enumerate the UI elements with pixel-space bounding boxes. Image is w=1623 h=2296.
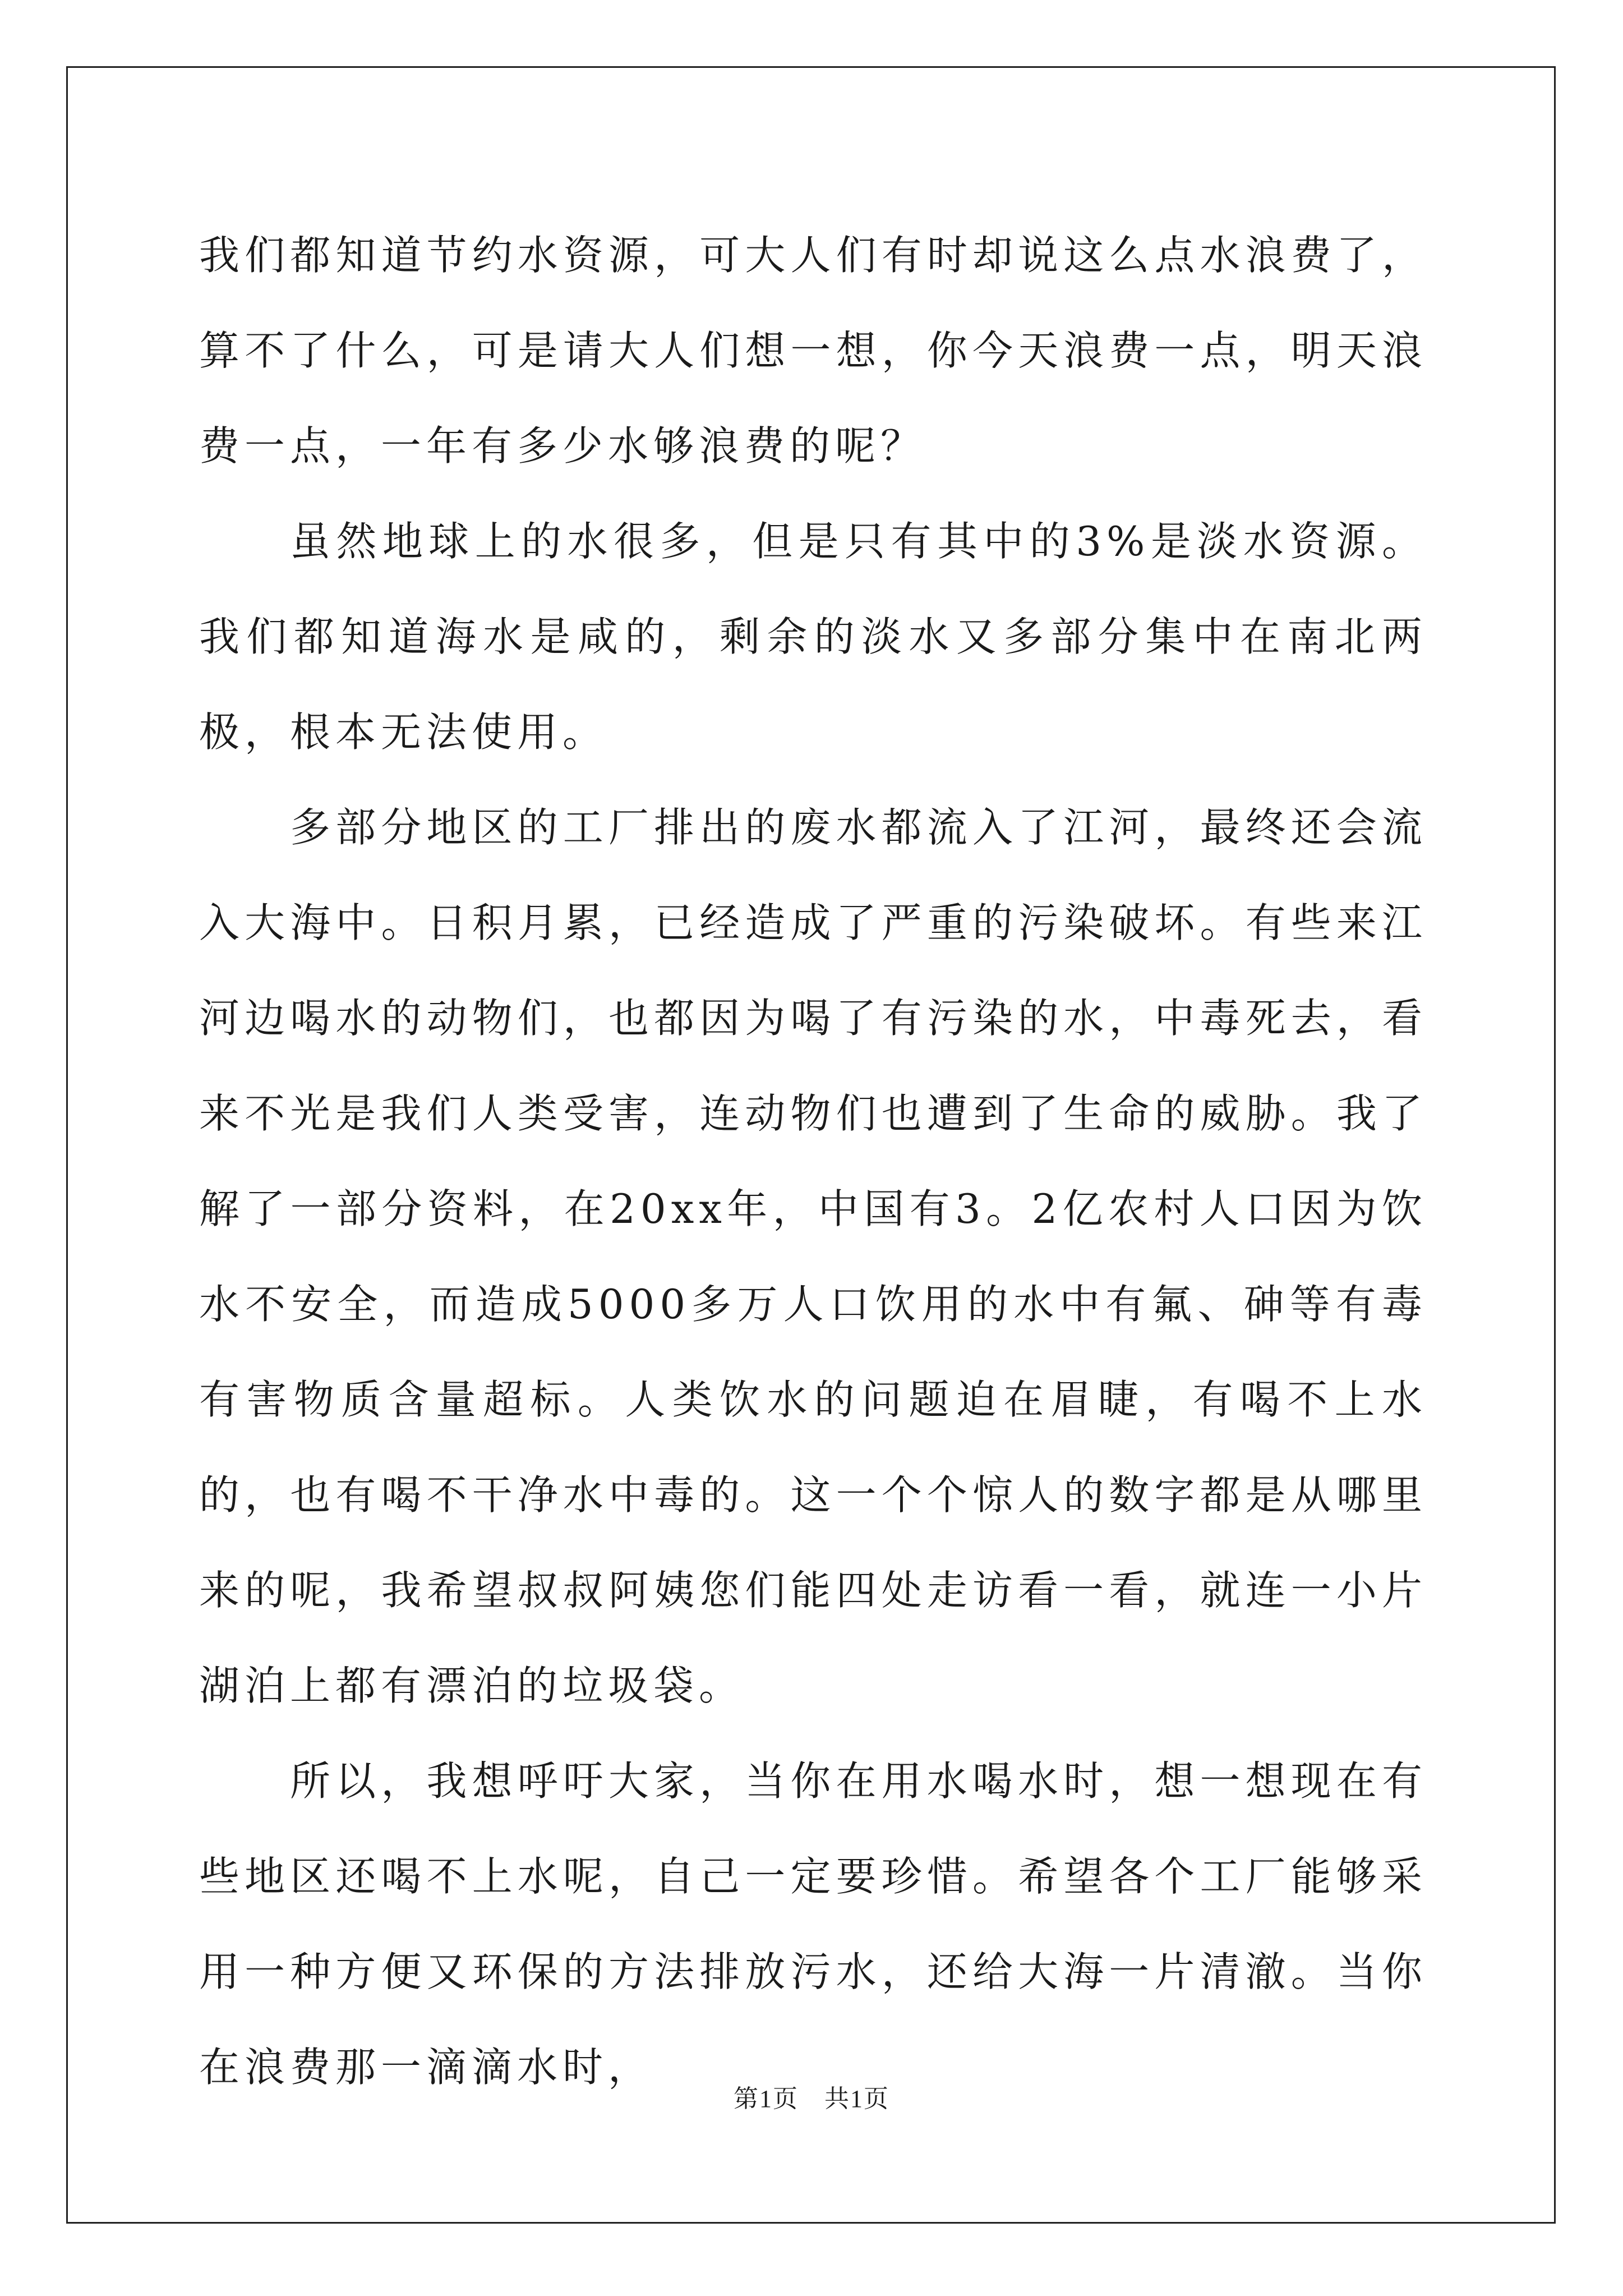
document-body (199, 208, 1427, 2115)
paragraph-4: 所以，我想呼吁大家，当你在用水喝水时，想一想现在有些地区还喝不上水呢，自己一定要珍惜。希望各个工厂能够采用一种方便又环保的方法排放污水，还给大海一片清澈。当你在浪费那一滴滴水时， (199, 1757, 1427, 2091)
paragraph-1: 我们都知道节约水资源，可大人们有时却说这么点水浪费了，算不了什么，可是请大人们想一想，你今天浪费一点，明天浪费一点，一年有多少水够浪费的呢？ (199, 232, 1427, 470)
paragraph-2: 虽然地球上的水很多，但是只有其中的3%是淡水资源。我们都知道海水是咸的，剩余的淡水又多部分集中在南北两极，根本无法使用。 (199, 518, 1427, 756)
page-number-footer: 第1页 共1页 (734, 2085, 889, 2113)
paragraph-3: 多部分地区的工厂排出的废水都流入了江河，最终还会流入大海中。日积月累，已经造成了严重的污染破坏。有些来江河边喝水的动物们，也都因为喝了有污染的水，中毒死去，看来不光是我们人类受害，连动物们也遭到了生命的威胁。我了解了一部分资料，在20xx年，中国有3。2亿农村人口因为饮水不安全，而造成5000多万人口饮用的水中有氟、砷等有毒有害物质含量超标。人类饮水的问题迫在眉睫，有喝不上水的，也有喝不干净水中毒的。这一个个惊人的数字都是从哪里来的呢，我希望叔叔阿姨您们能四处走访看一看，就连一小片湖泊上都有漂泊的垃圾袋。 (199, 804, 1427, 1709)
